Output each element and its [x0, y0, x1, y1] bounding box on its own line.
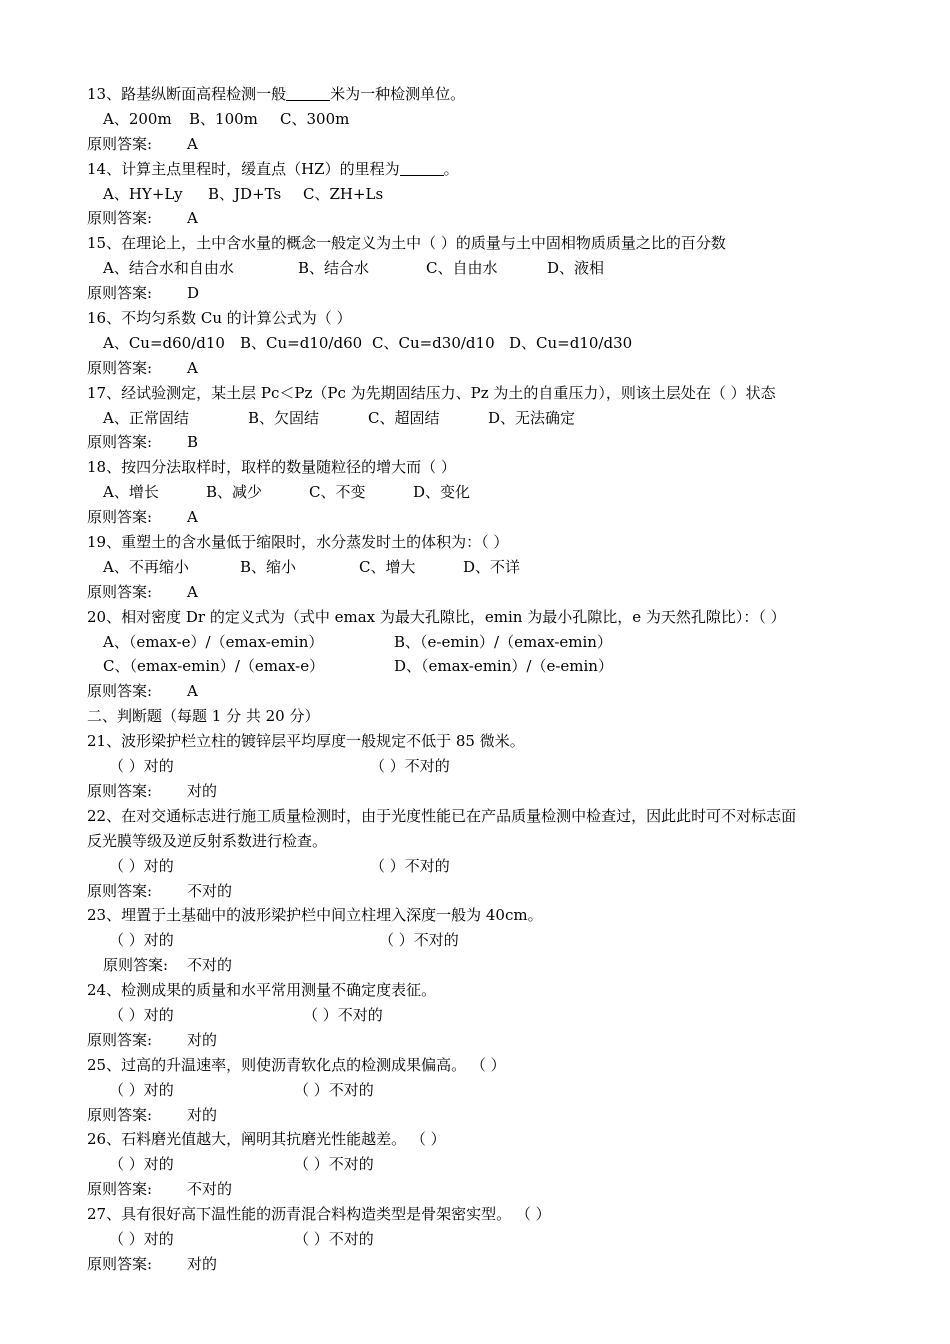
answer-22: [87, 879, 887, 904]
options-19: [87, 555, 887, 580]
option-d: D、变化: [413, 483, 471, 502]
answer-value: D: [187, 284, 200, 303]
question-20: 20、相对密度 Dr 的定义式为（式中 emax 为最大孔隙比，emin 为最小孔隙比，e 为天然孔隙比）：（ ）: [87, 607, 786, 626]
answer-label: 原则答案:: [87, 209, 153, 228]
question-26: 26、石料磨光值越大，阐明其抗磨光性能越差。 （ ）: [87, 1130, 446, 1149]
answer-value: A: [187, 134, 198, 153]
options-20-cd: [87, 654, 887, 679]
option-a: A、HY+Ly: [103, 184, 183, 203]
answer-label: 原则答案:: [87, 508, 153, 527]
answer-20: [87, 679, 887, 704]
answer-label: 原则答案:: [87, 682, 153, 701]
options-18: [87, 480, 887, 505]
option-d: D、（emax-emin）/（e-emin）: [394, 657, 613, 676]
section-title: 二、判断题（每题 1 分 共 20 分）: [87, 707, 320, 726]
answer-value: A: [187, 682, 198, 701]
question-24: 24、检测成果的质量和水平常用测量不确定度表征。: [87, 981, 437, 1000]
option-d: D、不详: [463, 557, 521, 576]
options-14: [87, 182, 887, 207]
option-b: B、100m: [189, 109, 258, 128]
answer-24: [87, 1028, 887, 1053]
question-13: [87, 82, 887, 107]
option-b: B、JD+Ts: [208, 184, 282, 203]
answer-17: [87, 430, 887, 455]
answer-value: 不对的: [187, 956, 233, 975]
answer-13: [87, 132, 887, 157]
answer-label: 原则答案:: [87, 433, 153, 452]
answer-15: [87, 281, 887, 306]
answer-value: 对的: [187, 1105, 218, 1124]
choices-25: [87, 1078, 887, 1103]
choice-false: （ ）不对的: [294, 1155, 374, 1174]
option-c: C、不变: [309, 483, 366, 502]
option-d: D、液相: [547, 259, 605, 278]
answer-16: [87, 356, 887, 381]
options-17: [87, 406, 887, 431]
choice-true: （ ）对的: [109, 1005, 174, 1024]
answer-value: A: [187, 358, 198, 377]
answer-label: 原则答案:: [87, 284, 153, 303]
answer-label: 原则答案:: [87, 781, 153, 800]
question-23: 23、埋置于土基础中的波形梁护栏中间立柱埋入深度一般为 40cm。: [87, 906, 543, 925]
answer-label: 原则答案:: [103, 956, 169, 975]
choice-true: （ ）对的: [109, 1080, 174, 1099]
choices-23: [87, 928, 887, 953]
fill-blank: [400, 161, 444, 176]
fill-blank: [286, 86, 330, 101]
option-c: C、（emax-emin）/（emax-e）: [103, 657, 325, 676]
question-text: 米为一种检测单位。: [330, 85, 466, 103]
choice-false: （ ）不对的: [370, 856, 450, 875]
choice-false: （ ）不对的: [379, 931, 459, 950]
choice-true: （ ）对的: [109, 1155, 174, 1174]
choices-27: [87, 1227, 887, 1252]
answer-label: 原则答案:: [87, 1105, 153, 1124]
answer-27: [87, 1252, 887, 1277]
answer-label: 原则答案:: [87, 1254, 153, 1273]
option-c: C、超固结: [368, 408, 440, 427]
question-18: 18、按四分法取样时，取样的数量随粒径的增大而（ ）: [87, 458, 456, 477]
option-b: B、缩小: [240, 557, 297, 576]
question-text: 。: [443, 159, 459, 178]
choices-24: [87, 1003, 887, 1028]
question-21: 21、波形梁护栏立柱的镀锌层平均厚度一般规定不低于 85 微米。: [87, 732, 525, 751]
options-20-ab: [87, 630, 887, 655]
choice-false: （ ）不对的: [294, 1080, 374, 1099]
option-a: A、200m: [103, 109, 172, 128]
option-b: B、（e-emin）/（emax-emin）: [394, 632, 612, 651]
question-27: 27、具有很好高下温性能的沥青混合料构造类型是骨架密实型。 （ ）: [87, 1205, 551, 1224]
option-b: B、结合水: [298, 259, 370, 278]
answer-26: [87, 1177, 887, 1202]
option-c: C、增大: [359, 557, 416, 576]
question-25: 25、过高的升温速率，则使沥青软化点的检测成果偏高。 （ ）: [87, 1055, 506, 1074]
option-c: C、300m: [280, 109, 350, 128]
choice-true: （ ）对的: [109, 931, 174, 950]
choice-true: （ ）对的: [109, 1229, 174, 1248]
options-16: [87, 331, 887, 356]
choice-true: （ ）对的: [109, 856, 174, 875]
question-16: 16、不均匀系数 Cu 的计算公式为（ ）: [87, 309, 352, 328]
answer-19: [87, 580, 887, 605]
choice-false: （ ）不对的: [370, 757, 450, 776]
answer-value: A: [187, 508, 198, 527]
option-a: A、增长: [103, 483, 159, 502]
option-c: C、自由水: [426, 259, 498, 278]
question-14: [87, 157, 887, 182]
answer-value: B: [187, 433, 199, 452]
option-d: D、无法确定: [488, 408, 576, 427]
option-b: B、欠固结: [248, 408, 320, 427]
answer-18: [87, 505, 887, 530]
choice-false: （ ）不对的: [294, 1229, 374, 1248]
choice-true: （ ）对的: [109, 757, 174, 776]
option-b: B、Cu=d10/d60: [240, 333, 363, 352]
choices-22: [87, 854, 887, 879]
option-c: C、Cu=d30/d10: [372, 333, 495, 352]
answer-23: [87, 953, 887, 978]
option-a: A、Cu=d60/d10: [103, 333, 225, 352]
answer-14: [87, 206, 887, 231]
answer-label: 原则答案:: [87, 881, 153, 900]
question-19: 19、重塑土的含水量低于缩限时，水分蒸发时土的体积为：（ ）: [87, 533, 509, 552]
question-text: 13、路基纵断面高程检测一般: [87, 85, 287, 103]
option-a: A、不再缩小: [103, 557, 189, 576]
answer-25: [87, 1103, 887, 1128]
answer-value: A: [187, 209, 198, 228]
answer-value: 对的: [187, 781, 218, 800]
option-a: A、正常固结: [103, 408, 189, 427]
question-22: 22、在对交通标志进行施工质量检测时，由于光度性能已在产品质量检测中检查过，因此此时可不对标志面: [87, 806, 797, 825]
options-13: [87, 107, 887, 132]
option-c: C、ZH+Ls: [303, 184, 384, 203]
choices-21: [87, 754, 887, 779]
document-page: [87, 82, 887, 1277]
answer-21: [87, 779, 887, 804]
answer-label: 原则答案:: [87, 1030, 153, 1049]
question-17: 17、经试验测定，某土层 Pc＜Pz（Pc 为先期固结压力、Pz 为土的自重压力），则该土层处在（ ）状态: [87, 383, 776, 402]
answer-value: 不对的: [187, 1180, 233, 1199]
answer-value: 不对的: [187, 881, 233, 900]
answer-value: 对的: [187, 1030, 218, 1049]
option-a: A、（emax-e）/（emax-emin）: [103, 632, 324, 651]
answer-label: 原则答案:: [87, 134, 153, 153]
question-22-cont: 反光膜等级及逆反射系数进行检查。: [87, 831, 328, 850]
answer-label: 原则答案:: [87, 582, 153, 601]
options-15: [87, 256, 887, 281]
answer-label: 原则答案:: [87, 358, 153, 377]
answer-label: 原则答案:: [87, 1180, 153, 1199]
choices-26: [87, 1152, 887, 1177]
question-text: 14、计算主点里程时，缓直点（HZ）的里程为: [87, 159, 400, 178]
question-15: 15、在理论上，土中含水量的概念一般定义为土中（ ）的质量与土中固相物质质量之比的百分数: [87, 234, 726, 253]
option-d: D、Cu=d10/d30: [509, 333, 633, 352]
option-b: B、减少: [206, 483, 263, 502]
choice-false: （ ）不对的: [303, 1005, 383, 1024]
answer-value: A: [187, 582, 198, 601]
option-a: A、结合水和自由水: [103, 259, 234, 278]
answer-value: 对的: [187, 1254, 218, 1273]
